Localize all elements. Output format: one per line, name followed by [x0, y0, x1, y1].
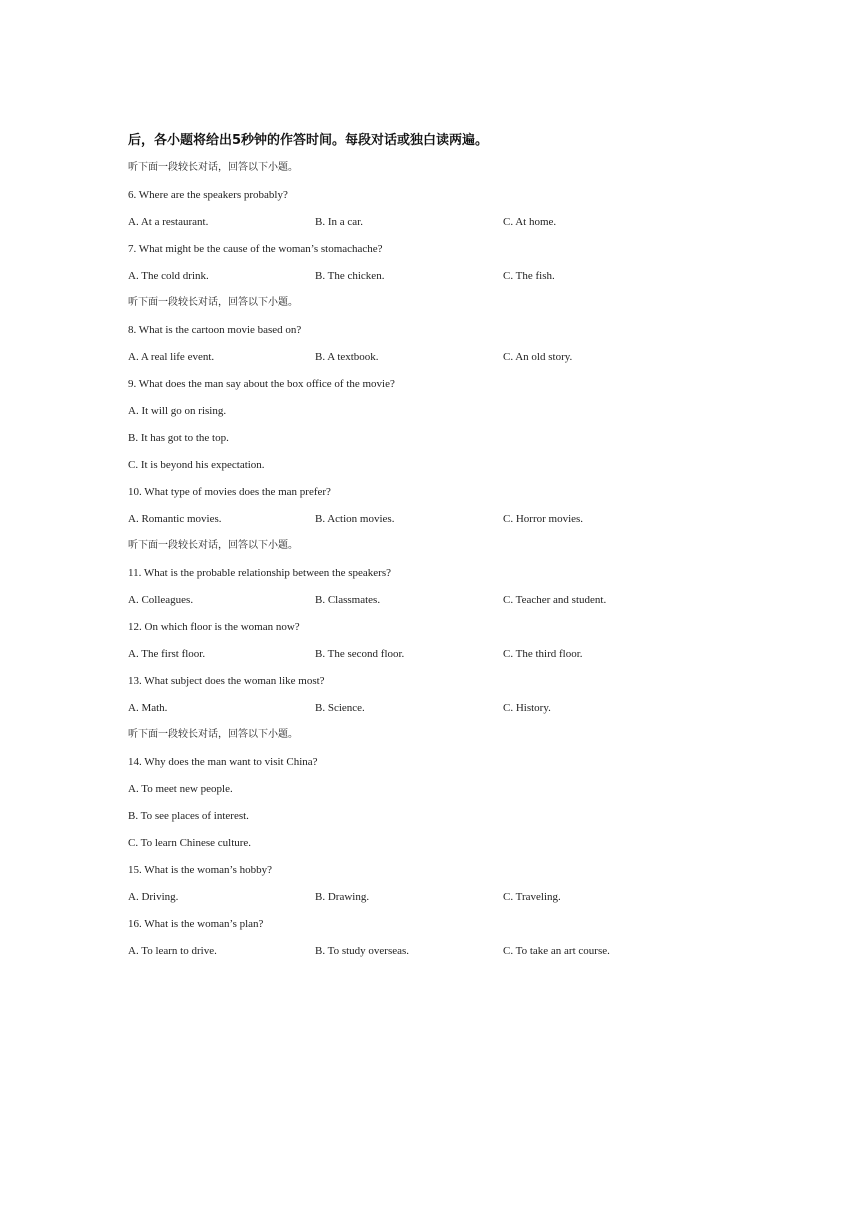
answer-option: C. The fish.	[503, 270, 555, 282]
question-text: 7. What might be the cause of the woman’s stomachache?	[128, 243, 383, 255]
options-row	[128, 940, 748, 967]
instruction-text: 听下面一段较长对话，回答以下小题。	[128, 162, 298, 173]
answer-option: C. An old story.	[503, 351, 573, 363]
answer-option: B. The second floor.	[315, 648, 405, 660]
instruction-text: 听下面一段较长对话，回答以下小题。	[128, 729, 298, 740]
answer-option: A. It will go on rising.	[128, 405, 227, 417]
answer-option: B. Action movies.	[315, 513, 395, 525]
options-row	[128, 643, 748, 670]
question-text: 6. Where are the speakers probably?	[128, 189, 288, 201]
answer-option: C. Horror movies.	[503, 513, 584, 525]
answer-option: B. To study overseas.	[315, 945, 410, 957]
instruction-text: 听下面一段较长对话，回答以下小题。	[128, 297, 298, 308]
question-text: 8. What is the cartoon movie based on?	[128, 324, 302, 336]
options-row	[128, 265, 748, 292]
answer-option: C. It is beyond his expectation.	[128, 459, 265, 471]
answer-option: C. History.	[503, 702, 551, 714]
answer-option: C. Traveling.	[503, 891, 561, 903]
answer-option: C. To learn Chinese culture.	[128, 837, 252, 849]
answer-option: A. The first floor.	[128, 648, 206, 660]
answer-option: A. To learn to drive.	[128, 945, 217, 957]
answer-option: A. To meet new people.	[128, 783, 233, 795]
instruction-text: 听下面一段较长对话，回答以下小题。	[128, 540, 298, 551]
question-text: 14. Why does the man want to visit China?	[128, 756, 318, 768]
answer-option: A. Colleagues.	[128, 594, 194, 606]
answer-option: A. Romantic movies.	[128, 513, 222, 525]
options-row	[128, 886, 748, 913]
answer-option: C. To take an art course.	[503, 945, 610, 957]
answer-option: B. Science.	[315, 702, 365, 714]
answer-option: A. Math.	[128, 702, 168, 714]
options-row	[128, 346, 748, 373]
options-row	[128, 589, 748, 616]
question-text: 11. What is the probable relationship between the speakers?	[128, 567, 391, 579]
question-text: 13. What subject does the woman like most?	[128, 675, 325, 687]
answer-option: C. Teacher and student.	[503, 594, 607, 606]
section-heading: 后，各小题将给出5秒钟的作答时间。每段对话或独白读两遍。	[128, 133, 489, 148]
options-row	[128, 211, 748, 238]
exam-content	[128, 130, 748, 967]
answer-option: B. The chicken.	[315, 270, 385, 282]
answer-option: B. To see places of interest.	[128, 810, 249, 822]
answer-option: B. A textbook.	[315, 351, 379, 363]
answer-option: C. The third floor.	[503, 648, 583, 660]
question-text: 9. What does the man say about the box office of the movie?	[128, 378, 395, 390]
answer-option: B. Drawing.	[315, 891, 370, 903]
answer-option: A. A real life event.	[128, 351, 215, 363]
options-row	[128, 508, 748, 535]
answer-option: B. It has got to the top.	[128, 432, 229, 444]
answer-option: A. At a restaurant.	[128, 216, 209, 228]
question-text: 15. What is the woman’s hobby?	[128, 864, 272, 876]
options-row	[128, 697, 748, 724]
answer-option: C. At home.	[503, 216, 557, 228]
answer-option: B. Classmates.	[315, 594, 381, 606]
question-text: 16. What is the woman’s plan?	[128, 918, 264, 930]
question-text: 12. On which floor is the woman now?	[128, 621, 300, 633]
question-text: 10. What type of movies does the man prefer?	[128, 486, 331, 498]
answer-option: A. Driving.	[128, 891, 179, 903]
answer-option: A. The cold drink.	[128, 270, 209, 282]
answer-option: B. In a car.	[315, 216, 363, 228]
